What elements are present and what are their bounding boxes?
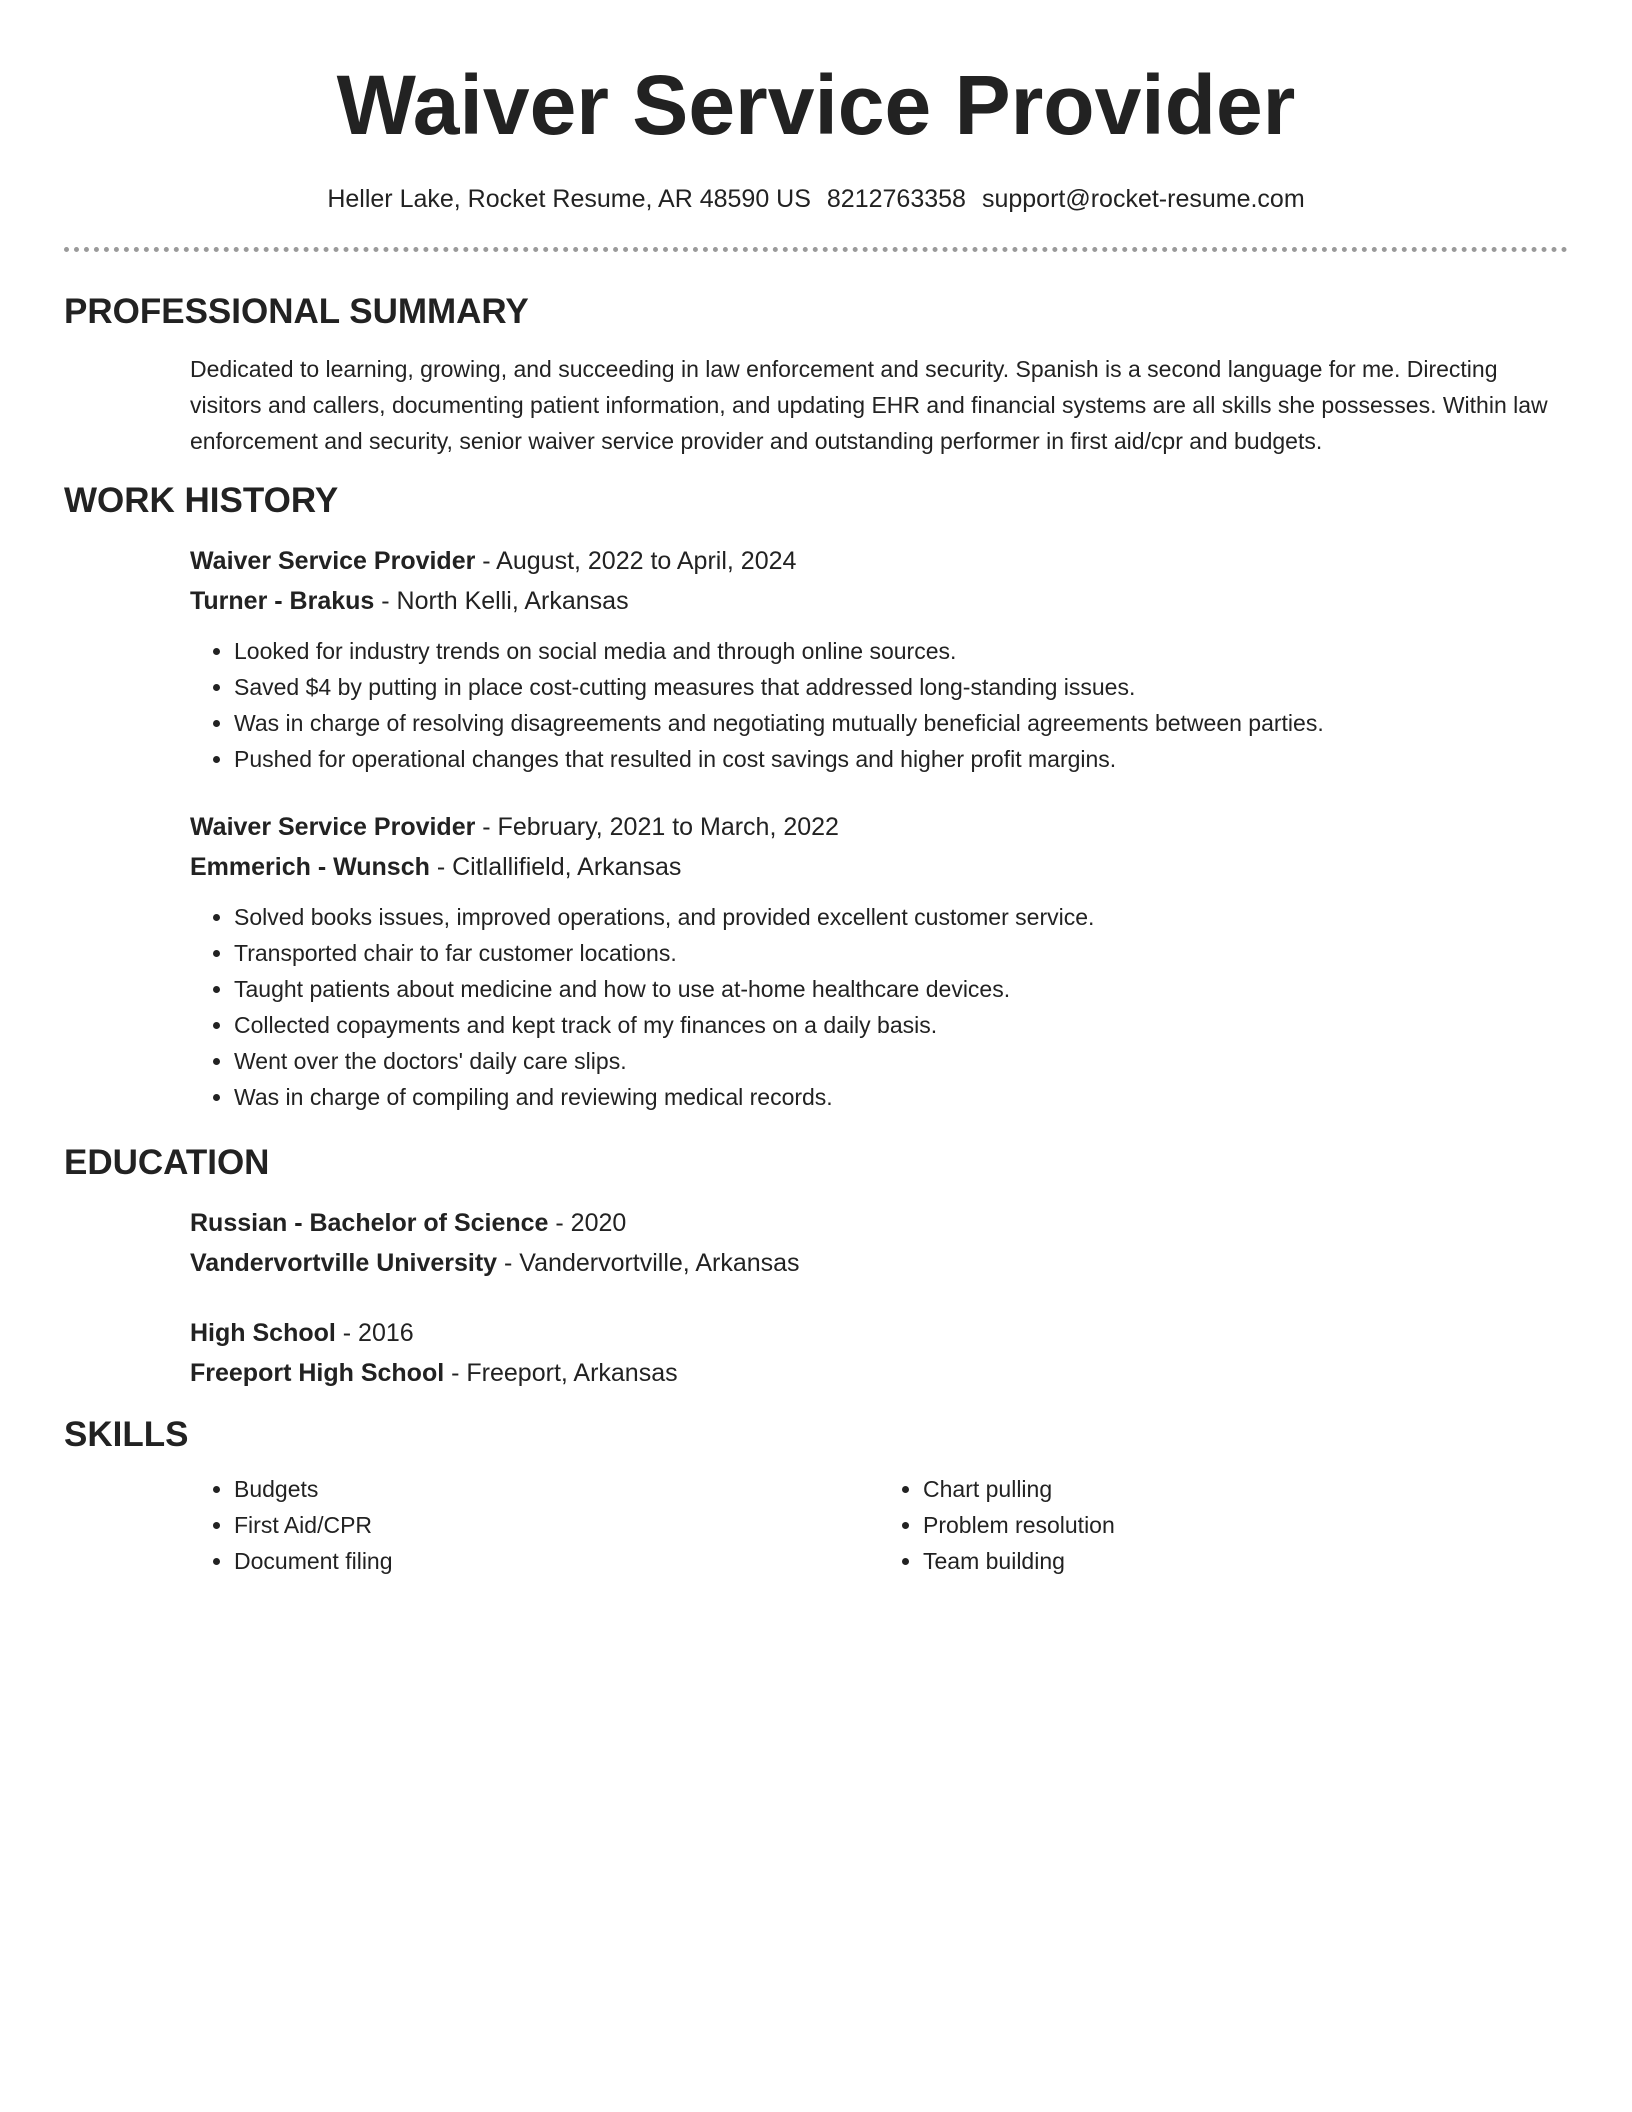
education-degree: Russian - Bachelor of Science <box>190 1209 549 1237</box>
skills-list-left <box>190 1471 879 1579</box>
job-company: Emmerich - Wunsch <box>190 853 430 881</box>
job-location: - North Kelli, Arkansas <box>374 587 629 615</box>
job-role: Waiver Service Provider <box>190 813 476 841</box>
work-history-section <box>190 541 1568 1115</box>
education-entry <box>190 1203 1568 1283</box>
job-company-line <box>190 847 1568 887</box>
work-history-heading: WORK HISTORY <box>64 481 339 520</box>
job-entry <box>190 541 1568 777</box>
summary-heading: PROFESSIONAL SUMMARY <box>64 292 529 331</box>
education-degree-line <box>190 1203 1568 1243</box>
education-entry <box>190 1313 1568 1393</box>
job-company-line <box>190 581 1568 621</box>
education-location: - Vandervortville, Arkansas <box>497 1249 800 1277</box>
job-duty: • Transported chair to far customer locations. <box>234 935 1568 971</box>
job-duty: • Solved books issues, improved operations, and provided excellent customer service. <box>234 899 1568 935</box>
resume-name: Waiver Service Provider <box>336 58 1296 152</box>
education-degree: High School <box>190 1319 336 1347</box>
skill-item: • Budgets <box>234 1471 879 1507</box>
job-duty: • Taught patients about medicine and how to use at-home healthcare devices. <box>234 971 1568 1007</box>
job-location: - Citlallifield, Arkansas <box>429 853 682 881</box>
education-location: - Freeport, Arkansas <box>444 1359 678 1387</box>
education-school: Freeport High School <box>190 1359 445 1387</box>
contact-phone: 8212763358 <box>826 185 966 213</box>
summary-text: Dedicated to learning, growing, and succeeding in law enforcement and security. Spanish is a second language for me. Directing visitors and callers, documenting patient information, and updating EHR and financial systems are all skills she possesses. Within law enforcement and security, senior waiver service provider and outstanding performer in first aid/cpr and budgets. <box>190 356 1548 454</box>
job-dates: - February, 2021 to March, 2022 <box>475 813 839 841</box>
skills-list-right <box>879 1471 1568 1579</box>
job-role: Waiver Service Provider <box>190 547 476 575</box>
skills-section <box>190 1471 1568 1579</box>
contact-address: Heller Lake, Rocket Resume, AR 48590 US <box>327 185 811 213</box>
skills-heading: SKILLS <box>64 1415 189 1454</box>
job-duties-list <box>190 899 1568 1115</box>
education-year: - 2020 <box>548 1209 627 1237</box>
skill-item: • Document filing <box>234 1543 879 1579</box>
skill-item: • Problem resolution <box>923 1507 1568 1543</box>
skill-item: • Team building <box>923 1543 1568 1579</box>
job-duty: • Saved $4 by putting in place cost-cutting measures that addressed long-standing issues. <box>234 669 1568 705</box>
education-section <box>190 1203 1568 1393</box>
skill-item: • Chart pulling <box>923 1471 1568 1507</box>
job-duty: • Was in charge of resolving disagreements and negotiating mutually beneficial agreements between parties. <box>234 705 1568 741</box>
job-duty: • Was in charge of compiling and reviewing medical records. <box>234 1079 1568 1115</box>
header-divider <box>64 247 1568 252</box>
job-duty: • Collected copayments and kept track of my finances on a daily basis. <box>234 1007 1568 1043</box>
job-title-line <box>190 541 1568 581</box>
job-company: Turner - Brakus <box>190 587 375 615</box>
education-school-line <box>190 1243 1568 1283</box>
contact-line <box>64 183 1568 215</box>
job-title-line <box>190 807 1568 847</box>
job-duty: • Looked for industry trends on social media and through online sources. <box>234 633 1568 669</box>
skill-item: • First Aid/CPR <box>234 1507 879 1543</box>
job-duty: • Went over the doctors' daily care slips. <box>234 1043 1568 1079</box>
job-entry <box>190 807 1568 1115</box>
education-degree-line <box>190 1313 1568 1353</box>
job-duties-list <box>190 633 1568 777</box>
education-school: Vandervortville University <box>190 1249 498 1277</box>
contact-email: support@rocket-resume.com <box>981 185 1305 213</box>
job-duty: • Pushed for operational changes that resulted in cost savings and higher profit margins. <box>234 741 1568 777</box>
education-heading: EDUCATION <box>64 1143 270 1182</box>
education-year: - 2016 <box>335 1319 414 1347</box>
job-dates: - August, 2022 to April, 2024 <box>475 547 797 575</box>
education-school-line <box>190 1353 1568 1393</box>
summary-section <box>190 351 1568 459</box>
